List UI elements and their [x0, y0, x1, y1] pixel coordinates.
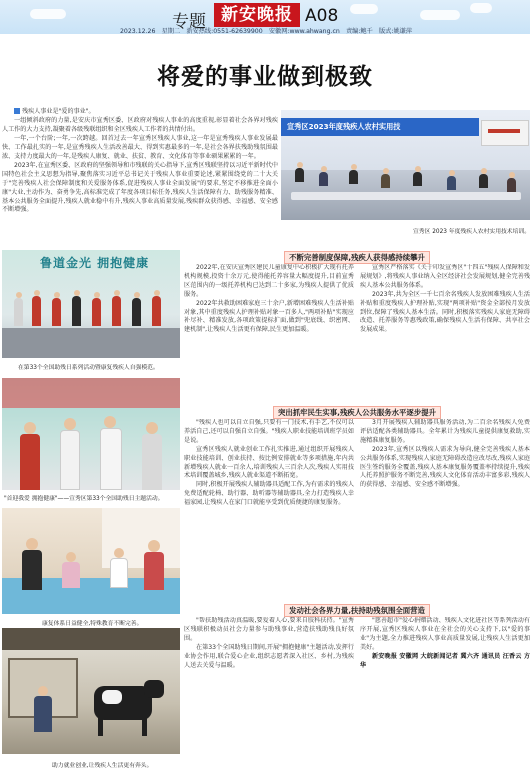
section-column-label: 专题	[172, 12, 206, 32]
section-heading	[184, 604, 530, 617]
photo-caption: "首迎我爱 拥抱健康"——宣秀区第33个全国助残日主题活动。	[4, 496, 164, 502]
section-column	[184, 419, 354, 593]
paragraph: 2023年,共为全区一千七百余名残疾人发放困难残疾人生活补贴和重度残疾人护理补贴,实现"两项补贴"资金全部按月发放到位,保障了残疾人基本生活。同时,积极落实残疾人家庭无障碍改造、托养服务等惠残政策,确保残疾人生活有保障、共享社会发展成果。	[360, 290, 530, 334]
volunteer-photo	[2, 378, 180, 490]
page-number: A08	[305, 6, 339, 26]
paragraph: "帮扶助残活动真温暖,要爱着人心,要来自肢科扶持。"宣秀区残联积极动员社会力量参与助残事业,营造扶残助残良好氛围。	[184, 617, 354, 642]
page-headline: 将爱的事业做到极致	[157, 64, 373, 90]
section-heading	[184, 251, 530, 264]
paragraph: "残疾人也可以自立自强,只要有一门技术,有手艺,不仅可以养活自己,还可以自强自立自强。"残疾人职业技能培训班学员如是说。	[184, 419, 354, 444]
paragraph: 同时,积极开展残疾人辅助器具适配工作,为有需求的残疾人免费适配轮椅、助行器、助听器等辅助器具,全力打造残疾人幸福家园,让残疾人在家门口就能享受到优质便捷的康复服务。	[184, 481, 354, 507]
training-photo	[281, 110, 530, 220]
projector-screen	[481, 120, 529, 146]
section-heading-text: 发动社会各界力量,扶持助残氛围全面营造	[284, 604, 430, 617]
newspaper-logo: 新安晚报	[214, 3, 300, 27]
paragraph: 在第33个全国助残日期间,开展"拥抱健康"主题活动,发挥行业协会作用,联合爱心企业,组织志愿者深入社区、乡村,为残疾人送去关爱与温暖。	[184, 643, 354, 669]
paragraph: 3月开展残疾人辅助器具服务活动,为二百余名残疾人免费评估适配各类辅助器具。全年累计为残疾儿童提供康复救助,实施精准康复服务。	[360, 419, 530, 444]
section-column	[184, 617, 354, 767]
paragraph: 2023年,宣秀区以残疾人需求为导向,健全完善残疾人基本公共服务体系,实现残疾人家庭无障碍改造应改尽改,残疾人家庭医生签约服务全覆盖,残疾人基本康复服务覆盖率持续提升,残疾人托养照护服务不断完善,残疾人文化体育活动丰富多彩,残疾人的获得感、幸福感、安全感不断增强。	[360, 445, 530, 489]
lead-text	[2, 108, 278, 215]
masthead-meta: 2023.12.26 星期二 新安热线:0551-62639900 安徽网:www.ahwang.cn 责编:鲍千 版式:姚谦萍	[120, 28, 413, 35]
paragraph: 2022年,在安庆宣秀区建民儿童康复中心积极扩大现有托养机构规模,投资十余万元,使得能托养容量大幅度提升,目前宣秀区范围内的一级托养机构已达到二十多家,为残疾人提供了优质服务。	[184, 264, 354, 298]
section-heading-text: 不断完善制度保障,残疾人获得感持续攀升	[284, 251, 430, 264]
section-column	[360, 264, 530, 396]
section-column	[184, 264, 354, 396]
section-heading	[184, 406, 530, 419]
photo-caption: 助力就业创业,让残疾人生活更有奔头。	[52, 763, 153, 769]
farm-photo	[2, 628, 180, 754]
section-column	[360, 419, 530, 593]
photo-caption: 宣秀区 2023 年度残疾人农村实用技术培训。	[413, 229, 530, 235]
lead-paragraph: 一年,一个台阶;一年,一次跨越。回首过去一年宣秀区残疾人事业,这一年是宣秀残疾人事业发展最快、工作最扎实的一年,是宣秀残疾人生活改善最大、得到实惠最多的一年,是社会各界扶残助残氛围最浓、支持力度最大的一年,是残疾人康复、就业、扶贫、教育、文化体育等事业硕果累累的一年。	[2, 134, 278, 160]
lead-paragraph: 2023年,在宣秀区委、区政府的坚强领导和市残联的关心指导下,宣秀区残联坚持以习近平新时代中国特色社会主义思想为指导,聚焦落实习近平总书记关于残疾人事业重要论述,紧紧围绕党的二十大关于"完善残疾人社会保障制度和关爱服务体系,促进残疾人事业全面发展"的要求,坚定不移推进全面小康"大业,主动作为、奋勇争先,高标准完成了年度各项目标任务,残疾人生活保障有力、助残服务精准、基本公共服务全面提升,残疾人就业稳中有升,残疾人事业高质量发展,残疾群众获得感、幸福感、安全感不断增强。	[2, 161, 278, 214]
photo-banner: 宣秀区2023年度残疾人农村实用技	[281, 118, 479, 136]
photo-caption: 在第33个全国助残日系列活动暨康复残疾人自强模范。	[18, 365, 159, 371]
paragraph: 宣秀区残疾人就业创业工作扎实推进,通过组织开展残疾人职业技能培训、创业扶持、按比例安排就业等多项措施,年内共新增残疾人就业一百余人,培训残疾人三百余人次,残疾人实用技术培训覆盖城乡,残疾人就业渠道不断拓宽。	[184, 445, 354, 480]
stage-title: 鲁道金光 拥抱健康	[40, 256, 150, 270]
photo-caption: 康复体系日益健全,特殊教育不断完善。	[42, 621, 143, 627]
masthead	[0, 0, 530, 40]
rehab-class-photo	[2, 508, 180, 614]
paragraph: "慈善超市"爱心捐赠活动、残疾人文化进社区等系列活动有序开展,宣秀区残疾人事业在全社会的关心支持下,以"爱的事业"为主题,全力推进残疾人事业高质量发展,让残疾人生活更加美好。	[360, 617, 530, 651]
lead-paragraph: 一组倾斜政府的力量,是安庆市宣秀区委、区政府对残疾人事业的高度重视,彰显着社会各界对残疾人工作的大力支持,凝聚着各级残联组织和全区残疾人工作者的共情付出。	[2, 116, 278, 133]
paragraph: 宣秀区严格落实《关于印发宣秀区"十四五"残疾人保障和发展规划》,将残疾人事业纳入全区经济社会发展规划,健全完善残疾人基本公共服务体系。	[360, 264, 530, 289]
section-heading-text: 突出抓牢民生实事,残疾人公共服务水平逐步提升	[273, 406, 441, 419]
lead-paragraph: 残疾人事业是"爱的事业"。	[2, 108, 278, 117]
byline: 新安晚报 安徽网 大皖新闻记者 冀六齐 通讯员 汪香云 方华	[360, 652, 530, 669]
section-column	[360, 617, 530, 767]
event-stage-photo	[2, 250, 180, 358]
paragraph: 2022年共救助困难家庭三十余户,新增困难残疾人生活补贴对象,其中重度残疾人护理补贴对象一百多人,"两项补贴"实现应补尽补、精准发放,各项政策提标扩面,做到"兜底线、织密网、建机制",让残疾人生活更有保障,民生更加温暖。	[184, 299, 354, 334]
